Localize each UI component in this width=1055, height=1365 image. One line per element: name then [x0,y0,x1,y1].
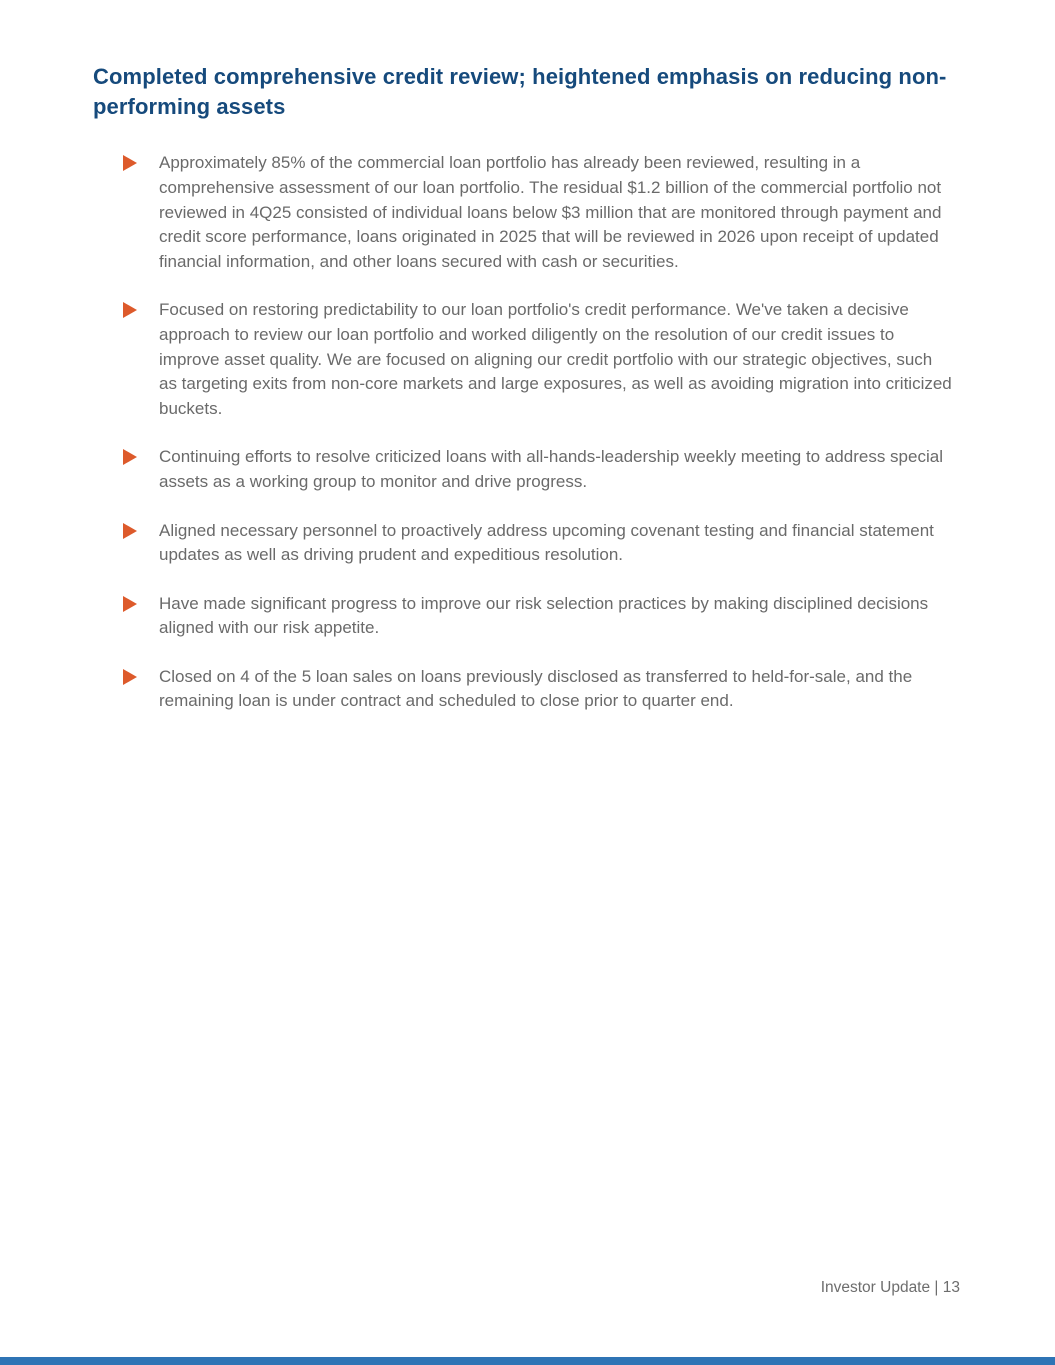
bullet-triangle-icon [123,449,137,465]
bullet-text: Approximately 85% of the commercial loan portfolio has already been reviewed, resulting in a comprehensive assessment of our loan portfolio. The residual $1.2 billion of the commercial portfolio not reviewed in 4Q25 consisted of individual loans below $3 million that are monitored through payment and credit score performance, loans originated in 2025 that will be reviewed in 2026 upon receipt of updated financial information, and other loans secured with cash or securities. [159,153,942,271]
bullet-text: Have made significant progress to improve our risk selection practices by making disciplined decisions aligned with our risk appetite. [159,593,929,638]
bullet-triangle-icon [123,155,137,171]
bullet-text: Closed on 4 of the 5 loan sales on loans previously disclosed as transferred to held-for-sale, and the remaining loan is under contract and scheduled to close prior to quarter end. [159,666,913,711]
bullet-item [123,445,960,494]
bullet-item [123,298,960,421]
bottom-accent-bar [0,1357,1055,1365]
page-title: Completed comprehensive credit review; heightened emphasis on reducing non-performing assets [93,64,947,119]
bullet-triangle-icon [123,596,137,612]
bullet-item [123,665,960,714]
bullet-item [123,519,960,568]
bullet-text: Aligned necessary personnel to proactively address upcoming covenant testing and financial statement updates as well as driving prudent and expeditious resolution. [159,520,934,565]
bullet-text: Continuing efforts to resolve criticized loans with all-hands-leadership weekly meeting to address special assets as a working group to monitor and drive progress. [159,447,943,491]
bullet-triangle-icon [123,302,137,318]
bullet-item [123,151,960,274]
bullet-triangle-icon [123,669,137,685]
bullet-triangle-icon [123,523,137,539]
footer-page-label: Investor Update | 13 [820,1279,960,1296]
bullet-text: Focused on restoring predictability to our loan portfolio's credit performance. We've taken a decisive approach to review our loan portfolio and worked diligently on the resolution of our credit issues to improve asset quality. We are focused on aligning our credit portfolio with our strategic objectives, such as targeting exits from non-core markets and large exposures, as well as avoiding migration into criticized buckets. [159,300,952,418]
bullet-item [123,592,960,641]
bullet-list [93,151,960,714]
